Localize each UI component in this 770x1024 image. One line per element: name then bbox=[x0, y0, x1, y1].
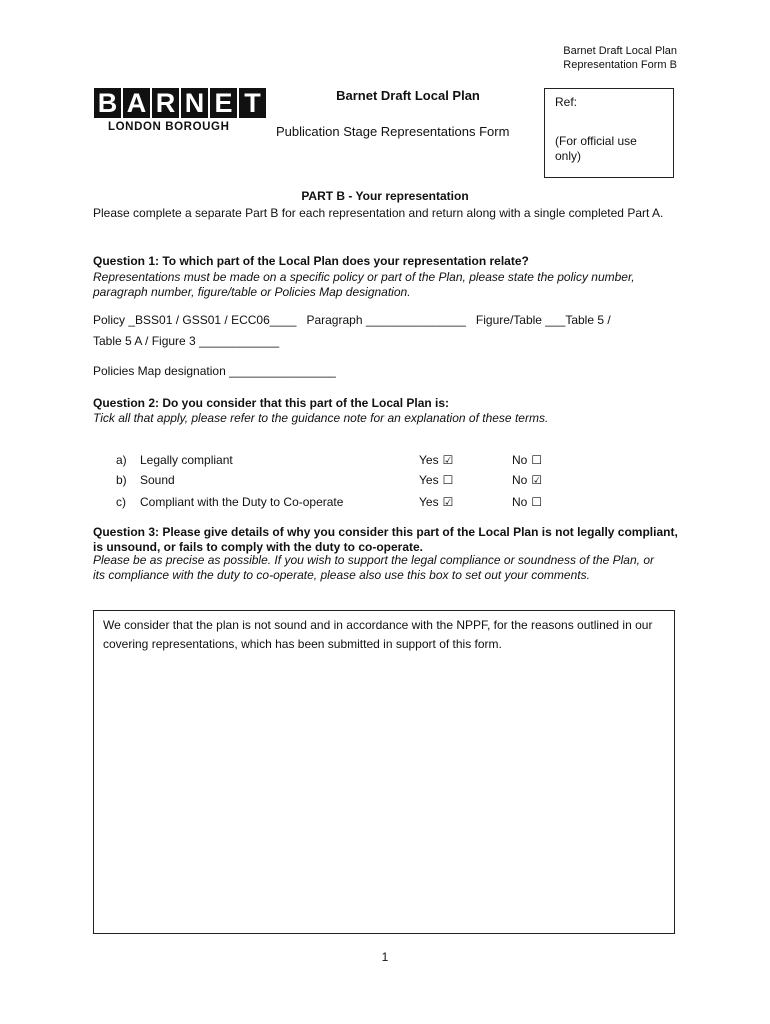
no-checkbox[interactable] bbox=[512, 495, 542, 509]
question1-table-line[interactable]: Table 5 A / Figure 3 ____________ bbox=[93, 334, 280, 348]
question3-answer-text: We consider that the plan is not sound and in accordance with the NPPF, for the reasons outlined in our covering representations, which has been submitted in support of this form. bbox=[103, 618, 653, 651]
checkbox-empty-icon[interactable]: ☐ bbox=[442, 473, 454, 487]
no-checkbox[interactable] bbox=[512, 453, 542, 467]
question1-policies-map[interactable]: Policies Map designation ________________ bbox=[93, 364, 336, 378]
logo-letter: N bbox=[181, 88, 208, 118]
option-key: a) bbox=[116, 453, 127, 467]
checkbox-checked-icon[interactable]: ☑ bbox=[531, 473, 543, 487]
yes-checkbox[interactable] bbox=[419, 495, 453, 509]
option-key: c) bbox=[116, 495, 126, 509]
ref-note-line2: only) bbox=[555, 149, 582, 163]
no-label: No bbox=[512, 453, 528, 467]
question1-guidance: Representations must be made on a specific policy or part of the Plan, please state the policy number, paragraph number, figure/table or Policies Map designation. bbox=[93, 270, 635, 299]
logo-letters bbox=[94, 88, 266, 118]
page-number: 1 bbox=[381, 950, 389, 964]
ref-box[interactable] bbox=[544, 88, 674, 178]
ref-note-line1: (For official use bbox=[555, 134, 637, 148]
logo-letter: A bbox=[123, 88, 150, 118]
logo-subtitle: LONDON BOROUGH bbox=[108, 121, 230, 133]
logo-letter: B bbox=[94, 88, 121, 118]
document-title: Barnet Draft Local Plan bbox=[336, 88, 480, 103]
option-label: Compliant with the Duty to Co-operate bbox=[140, 495, 344, 509]
no-label: No bbox=[512, 495, 528, 509]
option-key: b) bbox=[116, 473, 127, 487]
logo-letter: E bbox=[210, 88, 237, 118]
question1-policy-line[interactable]: Policy _BSS01 / GSS01 / ECC06____ Paragraph _______________ Figure/Table ___Table 5 / bbox=[93, 313, 611, 327]
form-header bbox=[563, 44, 677, 72]
question2-guidance: Tick all that apply, please refer to the guidance note for an explanation of these terms. bbox=[93, 411, 549, 425]
option-label: Legally compliant bbox=[140, 453, 233, 467]
part-b-instruction: Please complete a separate Part B for each representation and return along with a single completed Part A. bbox=[93, 206, 664, 220]
checkbox-empty-icon[interactable]: ☐ bbox=[531, 453, 543, 467]
yes-checkbox[interactable] bbox=[419, 473, 453, 487]
header-form-label: Representation Form B bbox=[563, 59, 677, 71]
question3-guidance: Please be as precise as possible. If you wish to support the legal compliance or soundness of the Plan, or its compliance with the duty to co-operate, please also use this box to set out your comments. bbox=[93, 553, 654, 582]
checkbox-empty-icon[interactable]: ☐ bbox=[531, 495, 543, 509]
part-b-title: PART B - Your representation bbox=[301, 189, 469, 203]
header-title: Barnet Draft Local Plan bbox=[563, 45, 677, 57]
no-checkbox[interactable] bbox=[512, 473, 542, 487]
yes-label: Yes bbox=[419, 473, 439, 487]
logo-letter: R bbox=[152, 88, 179, 118]
yes-label: Yes bbox=[419, 453, 439, 467]
question1-title: Question 1: To which part of the Local Plan does your representation relate? bbox=[93, 254, 529, 268]
logo-letter: T bbox=[239, 88, 266, 118]
checkbox-checked-icon[interactable]: ☑ bbox=[442, 495, 454, 509]
question2-title: Question 2: Do you consider that this part of the Local Plan is: bbox=[93, 396, 450, 410]
yes-label: Yes bbox=[419, 495, 439, 509]
checkbox-checked-icon[interactable]: ☑ bbox=[442, 453, 454, 467]
document-subtitle: Publication Stage Representations Form bbox=[276, 124, 510, 139]
option-label: Sound bbox=[140, 473, 175, 487]
yes-checkbox[interactable] bbox=[419, 453, 453, 467]
barnet-logo bbox=[94, 88, 266, 133]
ref-label: Ref: bbox=[555, 95, 578, 109]
question3-answer-box[interactable] bbox=[93, 610, 675, 934]
no-label: No bbox=[512, 473, 528, 487]
question3-title: Question 3: Please give details of why you consider this part of the Local Plan is not legally compliant, is unsound, or fails to comply with the duty to co-operate. bbox=[93, 525, 678, 554]
